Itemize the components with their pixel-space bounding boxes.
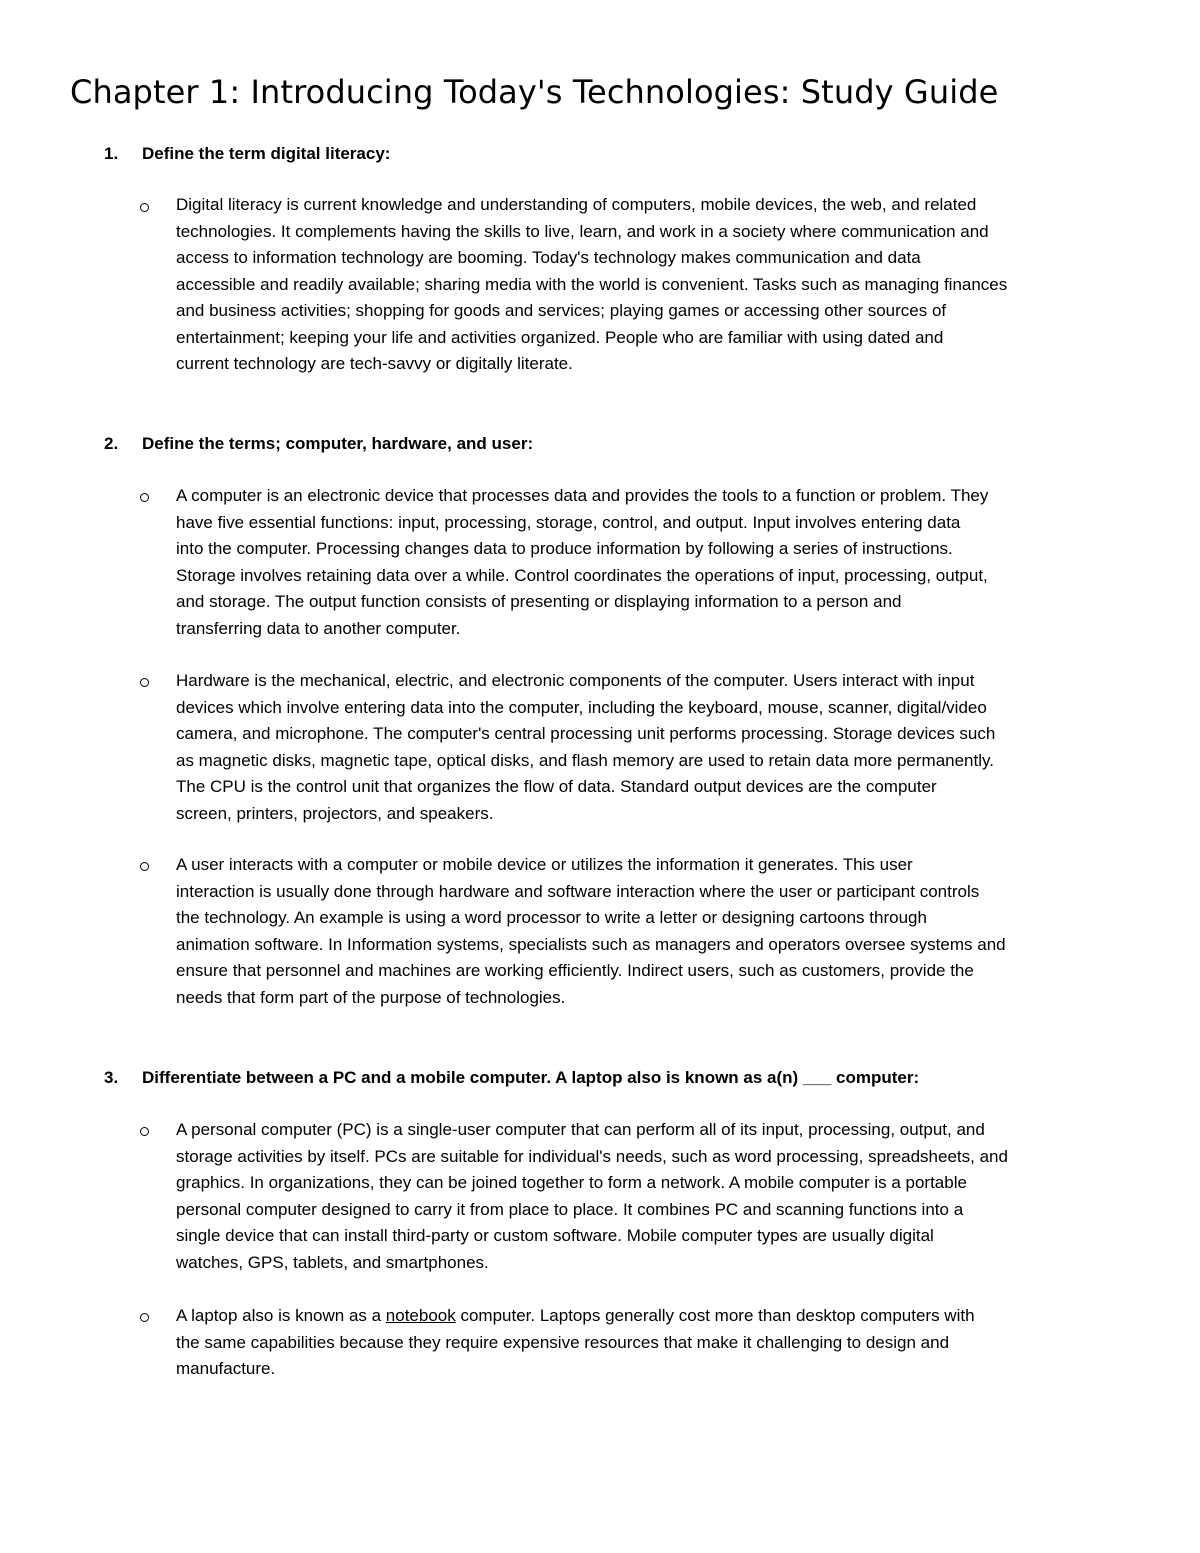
bullet-circle-icon [140,493,149,502]
answer-line: ensure that personnel and machines are working efficiently. Indirect users, such as customers, provide the [176,961,974,980]
answer-line: accessible and readily available; sharing media with the world is convenient. Tasks such as managing finances [176,274,1008,294]
answer-line: interaction is usually done through hardware and software interaction where the user or participant controls [176,881,980,901]
page-title: Chapter 1: Introducing Today's Technologies: Study Guide [70,73,999,111]
answer-line: Hardware is the mechanical, electric, and electronic components of the computer. Users interact with input [176,671,975,690]
bullet-circle-icon [140,1127,149,1136]
answer-line: entertainment; keeping your life and activities organized. People who are familiar with using dated and [176,327,944,347]
answer-line: manufacture. [176,1359,276,1378]
answer-line: Digital literacy is current knowledge and understanding of computers, mobile devices, the web, and related [176,195,977,214]
answer-line-first [176,1303,1136,1330]
answer-line: graphics. In organizations, they can be joined together to form a network. A mobile computer is a portable [176,1173,967,1192]
answer-text: A laptop also is known as a [176,1306,386,1325]
answer-paragraph [176,1303,1136,1383]
answer-line: A computer is an electronic device that processes data and provides the tools to a function or problem. They [176,486,989,505]
question-text: Define the term digital literacy: [142,144,391,163]
answer-paragraph [176,192,1136,378]
answer-line: into the computer. Processing changes data to produce information by following a series of instructions. [176,539,953,558]
answer-line: as magnetic disks, magnetic tape, optical disks, and flash memory are used to retain data more permanently. [176,750,994,770]
question-number: 3. [104,1068,119,1087]
question-number: 2. [104,434,119,453]
answer-line: have five essential functions: input, processing, storage, control, and output. Input involves entering data [176,512,961,532]
answer-paragraph [176,1117,1136,1276]
answer-line: and business activities; shopping for goods and services; playing games or accessing other sources of [176,301,947,320]
question-text: Differentiate between a PC and a mobile computer. A laptop also is known as a(n) ___ computer: [142,1068,920,1087]
answer-line: single device that can install third-party or custom software. Mobile computer types are usually digital [176,1226,934,1245]
answer-paragraph [176,852,1136,1011]
answer-line: storage activities by itself. PCs are suitable for individual's needs, such as word processing, spreadsheets, and [176,1146,1008,1166]
bullet-circle-icon [140,203,149,212]
answer-paragraph [176,668,1136,827]
answer-line: needs that form part of the purpose of technologies. [176,987,566,1007]
answer-line: technologies. It complements having the skills to live, learn, and work in a society where communication and [176,221,989,241]
answer-line: The CPU is the control unit that organizes the flow of data. Standard output devices are the computer [176,777,937,796]
underlined-answer: notebook [385,1306,456,1325]
answer-line: Storage involves retaining data over a while. Control coordinates the operations of input, processing, output, [176,565,988,585]
answer-line: A user interacts with a computer or mobile device or utilizes the information it generates. This user [176,855,913,874]
question-number: 1. [104,144,119,163]
answer-paragraph [176,483,1136,642]
answer-line: current technology are tech-savvy or digitally literate. [176,354,573,373]
bullet-circle-icon [140,1313,149,1322]
bullet-circle-icon [140,862,149,871]
question-text: Define the terms; computer, hardware, and user: [142,434,534,453]
answer-line: transferring data to another computer. [176,618,461,638]
answer-line: devices which involve entering data into the computer, including the keyboard, mouse, scanner, digital/video [176,697,987,717]
answer-line: animation software. In Information systems, specialists such as managers and operators oversee systems and [176,934,1006,954]
answer-line: the technology. An example is using a word processor to write a letter or designing cartoons through [176,908,927,927]
answer-line: watches, GPS, tablets, and smartphones. [176,1252,489,1272]
bullet-circle-icon [140,678,149,687]
answer-text: computer. Laptops generally cost more than desktop computers with [455,1306,975,1325]
answer-line: camera, and microphone. The computer's central processing unit performs processing. Storage devices such [176,724,996,743]
answer-line: A personal computer (PC) is a single-user computer that can perform all of its input, processing, output, and [176,1120,985,1139]
answer-line: the same capabilities because they require expensive resources that make it challenging to design and [176,1332,950,1352]
answer-line: screen, printers, projectors, and speakers. [176,803,494,823]
answer-line: and storage. The output function consists of presenting or displaying information to a person and [176,592,902,611]
answer-line: access to information technology are booming. Today's technology makes communication and data [176,248,921,267]
answer-line: personal computer designed to carry it from place to place. It combines PC and scanning functions into a [176,1199,964,1219]
